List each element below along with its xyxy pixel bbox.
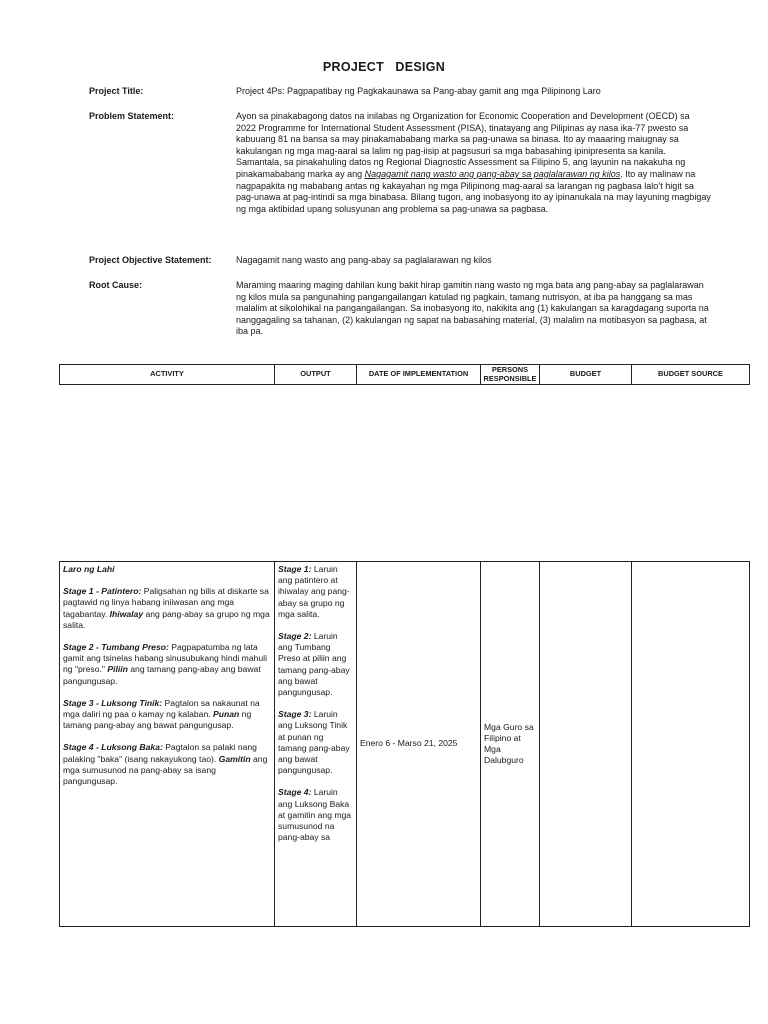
stage-text: Pagpapatumba ng lata gamit ang tsinelas habang sinusubukang hindi mahuli ng "preso." <box>63 642 268 675</box>
problem-statement-text-2: . Ito ay malinaw na nagpapakita ng mababang antas ng kakayahan ng mga Pilipinong mag-aaral sa larangan ng pagbasa lalo’t higit sa pag-unawa at pag-intindi sa mga binabasa. Bilang tugon, ang inobasyong ito ay ipinanukala na may layuning magbigay ng mga aktibidad upang solusyunan ang problema sa pag-unawa sa pagbasa. <box>236 168 711 214</box>
output-stage-4 <box>278 787 353 843</box>
budget-cell <box>540 562 632 927</box>
output-stage-text: Laruin ang Luksong Baka at gamitin ang mga sumusunod na pang-abay sa <box>278 787 352 843</box>
objective-statement-label: Project Objective Statement: <box>89 255 212 265</box>
root-cause-value: Maraming maaring maging dahilan kung bakit hirap gamitin nang wasto ng mga bata ang pang-abay sa paglalarawan ng kilos mula sa pangunahing pangangailangan katulad ng pagkain, tamang nutrisyon, at iba pa hanggang sa mas malalim at sikolohikal na pangangailangan. Sa inobasyong ito, nakikita ang (1) kakulangan sa karagdagang suporta na nanggagaling sa tahanan, (2) kakulangan ng sapat na babasahing material, (3) malalim na motibasyon sa pagbasa, at iba pa. <box>236 280 709 337</box>
document-title: PROJECT DESIGN <box>322 60 446 74</box>
stage-cue: Gamitin <box>218 753 251 764</box>
output-stage-text: Laruin ang Tumbang Preso at piliin ang tamang pang-abay ang bawat pangungusap. <box>278 631 350 698</box>
output-stage-label: Stage 2: <box>278 631 312 642</box>
date-of-implementation: Enero 6 - Marso 21, 2025 <box>360 738 458 749</box>
header-persons: PERSONS RESPONSIBLE <box>481 365 540 385</box>
stage-text: Paligsahan ng bilis at diskarte sa pagtawid ng linya habang iniiwasan ang mga tagabantay. <box>63 586 269 619</box>
persons-cell <box>481 562 540 927</box>
activity-content <box>63 564 271 924</box>
stage-cue: Punan <box>213 709 240 720</box>
problem-statement-label: Problem Statement: <box>89 111 175 121</box>
output-stage-text: Laruin ang patintero at ihiwalay ang pang-abay sa grupo ng mga salita. <box>278 564 350 619</box>
activity-stage-4 <box>63 742 271 787</box>
output-content <box>278 564 353 924</box>
output-stage-label: Stage 1: <box>278 564 312 574</box>
plan-header-table <box>59 364 750 385</box>
stage-cue: Piliin <box>107 664 128 675</box>
output-stage-1 <box>278 564 353 620</box>
stage-name: Stage 3 - Luksong Tinik: <box>63 697 163 708</box>
root-cause-label: Root Cause: <box>89 280 143 290</box>
output-stage-label: Stage 4: <box>278 787 312 798</box>
stage-name: Stage 1 - Patintero: <box>63 586 142 597</box>
plan-body-table <box>59 561 750 927</box>
stage-text: Pagtalon sa nakaunat na mga daliri ng paa o kamay ng kalaban. <box>63 697 260 720</box>
activity-cell <box>60 562 275 927</box>
stage-text-2: ang pang-abay sa grupo ng mga salita. <box>63 608 270 630</box>
activity-stage-2 <box>63 642 271 687</box>
header-row <box>60 365 750 385</box>
stage-cue: Ihiwalay <box>109 608 144 619</box>
output-stage-text: Laruin ang Luksong Tinik at punan ng tamang pang-abay ang bawat pangungusap. <box>278 709 350 776</box>
stage-text: Pagtalon sa palaki nang palaking "baka" (isang nakayukong tao). <box>63 742 257 764</box>
header-date: DATE OF IMPLEMENTATION <box>357 365 481 385</box>
output-stage-label: Stage 3: <box>278 709 312 720</box>
header-budget-source: BUDGET SOURCE <box>632 365 750 385</box>
project-title-value: Project 4Ps: Pagpapatibay ng Pagkakaunawa sa Pang-abay gamit ang mga Pilipinong Laro <box>236 86 601 96</box>
header-output: OUTPUT <box>275 365 357 385</box>
budget-source-cell <box>632 562 750 927</box>
output-cell <box>275 562 357 927</box>
date-cell <box>357 562 481 927</box>
problem-statement-text-1: Ayon sa pinakabagong datos na inilabas ng Organization for Economic Cooperation and Development (OECD) sa 2022 Programme for International Student Assessment (PISA), tinatayang ang Pilipinas ay nasa ika-77 pwesto sa kabuuang 81 na bansa sa may pinakamababang marka sa pag-unawa sa binasa. Ito ay maaaring maiugnay sa kakulangan ng mga mag-aaral sa lalim ng pag-iisip at pagsusuri sa mga babasahing ipinipresenta sa kanila. Samantala, sa pinakahuling datos ng Regional Diagnostic Assessment sa Filipino 5, ang layunin na nakakuha ng pinakamababang marka ay ang <box>236 111 690 179</box>
header-activity: ACTIVITY <box>60 365 275 385</box>
activity-stage-3 <box>63 698 271 732</box>
stage-text-2: ang mga sumusunod na pang-abay sa isang pangungusap. <box>63 753 268 787</box>
stage-name: Stage 2 - Tumbang Preso: <box>63 642 169 653</box>
activity-heading: Laro ng Lahi <box>63 564 115 574</box>
problem-statement-emphasis: Nagagamit nang wasto ang pang-abay sa paglalarawan ng kilos <box>364 168 621 179</box>
persons-responsible: Mga Guro sa Filipino at Mga Dalubguro <box>484 721 534 766</box>
project-title-label: Project Title: <box>89 86 144 96</box>
stage-text-2: ang tamang pang-abay ang bawat pangungusap. <box>63 664 261 686</box>
output-stage-2 <box>278 631 353 698</box>
stage-text-2: ng tamang pang-abay ang bawat pangungusap. <box>63 709 252 731</box>
stage-name: Stage 4 - Luksong Baka: <box>63 742 163 753</box>
problem-statement-value <box>236 111 711 215</box>
header-budget: BUDGET <box>540 365 632 385</box>
output-stage-3 <box>278 709 353 776</box>
activity-stage-1 <box>63 586 271 631</box>
objective-statement-value: Nagagamit nang wasto ang pang-abay sa paglalarawan ng kilos <box>236 255 492 265</box>
table-row <box>60 562 750 927</box>
